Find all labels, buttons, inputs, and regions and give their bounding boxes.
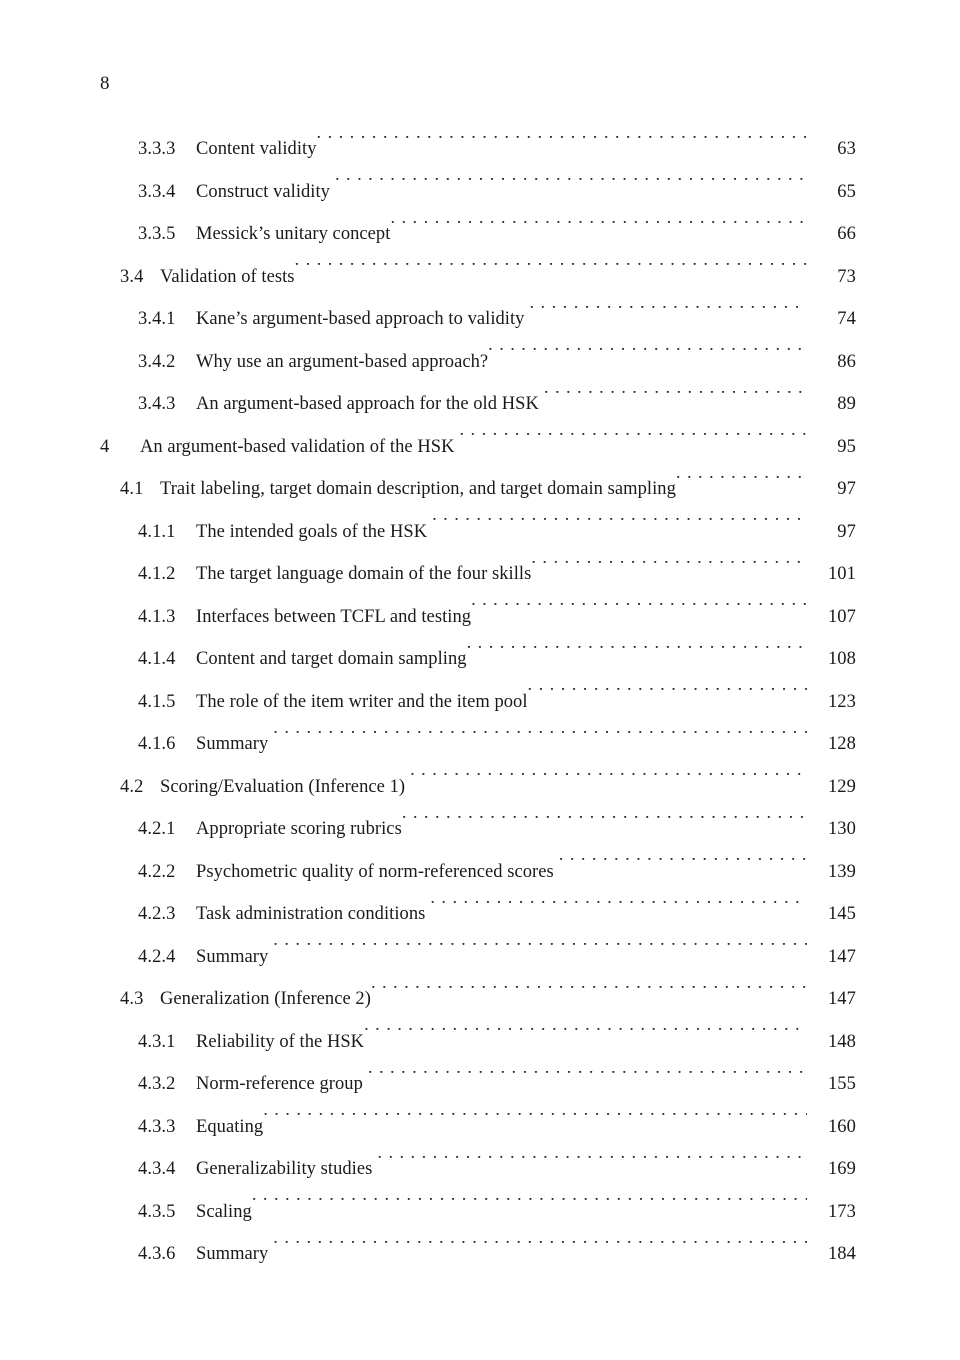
toc-entry-page-number: 128 <box>827 734 856 754</box>
toc-entry-page-number: 86 <box>837 351 856 372</box>
toc-entry-page-number: 66 <box>837 224 856 244</box>
toc-entry-page-number: 65 <box>837 181 856 202</box>
toc-entry-title: Scoring/Evaluation (Inference 1) <box>160 776 406 797</box>
toc-entry-number: 4.2.1 <box>138 819 176 839</box>
toc-entry-title: Generalizability studies <box>196 1159 373 1179</box>
toc-dot-leader <box>460 433 808 452</box>
toc-entry-number: 4 <box>100 436 110 457</box>
toc-entry-title: An argument-based approach for the old HSK <box>196 394 539 414</box>
toc-entry-title: The intended goals of the HSK <box>196 521 428 542</box>
toc-entry-title: Summary <box>196 946 269 967</box>
toc-entry-page-number: 129 <box>827 776 856 797</box>
toc-entry-number: 4.3.1 <box>138 1031 176 1052</box>
toc-dot-leader <box>273 731 807 750</box>
toc-entry-page-number: 73 <box>837 266 856 287</box>
toc-dot-leader <box>559 858 807 877</box>
toc-entry[interactable] <box>100 1063 856 1106</box>
toc-entry[interactable] <box>100 553 856 596</box>
toc-entry-page-number: 184 <box>827 1244 856 1264</box>
toc-entry-page-number: 145 <box>827 904 856 924</box>
toc-entry[interactable] <box>100 511 856 554</box>
toc-entry-title: Summary <box>196 734 269 754</box>
toc-entry-title: Interfaces between TCFL and testing <box>196 606 472 627</box>
toc-entry[interactable] <box>100 893 856 936</box>
toc-entry[interactable] <box>100 383 856 426</box>
toc-entry[interactable] <box>100 596 856 639</box>
toc-entry-number: 4.2 <box>120 776 144 797</box>
toc-entry-page-number: 160 <box>827 1116 856 1137</box>
toc-entry-page-number: 97 <box>837 479 856 499</box>
toc-entry-number: 4.1.5 <box>138 691 176 712</box>
toc-dot-leader <box>252 1198 807 1217</box>
toc-entry-page-number: 123 <box>827 691 856 712</box>
toc-dot-leader <box>531 561 807 580</box>
toc-entry[interactable] <box>100 681 856 724</box>
toc-dot-leader <box>430 901 807 920</box>
toc-entry-title: Trait labeling, target domain description, and target domain sampling <box>160 479 676 499</box>
toc-entry[interactable] <box>100 808 856 851</box>
toc-entry[interactable] <box>100 1148 856 1191</box>
toc-entry-number: 4.3 <box>120 989 144 1009</box>
page-folio-number: 8 <box>100 73 110 94</box>
toc-entry[interactable] <box>100 1233 856 1276</box>
toc-dot-leader <box>317 136 807 155</box>
toc-dot-leader <box>371 986 807 1005</box>
toc-dot-leader <box>676 476 807 495</box>
toc-entry-number: 3.4.1 <box>138 309 176 329</box>
table-of-contents <box>100 128 856 1276</box>
toc-dot-leader <box>368 1071 807 1090</box>
toc-dot-leader <box>410 773 807 792</box>
toc-dot-leader <box>273 943 807 962</box>
toc-entry-title: An argument-based validation of the HSK <box>140 436 455 457</box>
toc-dot-leader <box>488 348 807 367</box>
toc-entry-title: Psychometric quality of norm-referenced scores <box>196 861 554 882</box>
toc-entry-number: 4.3.4 <box>138 1159 176 1179</box>
toc-entry-number: 4.1.3 <box>138 606 176 627</box>
toc-entry[interactable] <box>100 426 856 469</box>
toc-entry-number: 3.3.5 <box>138 224 176 244</box>
toc-entry[interactable] <box>100 1191 856 1234</box>
toc-entry-title: Content validity <box>196 139 317 159</box>
toc-entry-page-number: 89 <box>837 394 856 414</box>
toc-entry[interactable] <box>100 638 856 681</box>
toc-entry-page-number: 147 <box>827 946 856 967</box>
toc-entry-title: Task administration conditions <box>196 904 426 924</box>
toc-entry[interactable] <box>100 341 856 384</box>
toc-entry-page-number: 108 <box>827 649 856 669</box>
toc-entry[interactable] <box>100 171 856 214</box>
toc-entry[interactable] <box>100 298 856 341</box>
toc-dot-leader <box>364 1028 807 1047</box>
toc-dot-leader <box>295 263 807 282</box>
toc-entry-title: Content and target domain sampling <box>196 649 467 669</box>
toc-entry-number: 4.2.2 <box>138 861 176 882</box>
toc-entry[interactable] <box>100 256 856 299</box>
toc-entry-title: Reliability of the HSK <box>196 1031 365 1052</box>
toc-entry-number: 4.1.1 <box>138 521 176 542</box>
toc-dot-leader <box>544 391 807 410</box>
toc-entry-page-number: 148 <box>827 1031 856 1052</box>
toc-dot-leader <box>273 1241 807 1260</box>
toc-entry-number: 4.1.2 <box>138 564 176 584</box>
toc-entry-number: 4.2.3 <box>138 904 176 924</box>
toc-entry-number: 3.4 <box>120 266 144 287</box>
toc-entry-title: Validation of tests <box>160 266 295 287</box>
toc-entry[interactable] <box>100 1106 856 1149</box>
toc-entry-title: Kane’s argument-based approach to validity <box>196 309 525 329</box>
toc-entry[interactable] <box>100 978 856 1021</box>
toc-entry-page-number: 173 <box>827 1201 856 1222</box>
toc-dot-leader <box>390 221 807 240</box>
toc-entry[interactable] <box>100 936 856 979</box>
toc-entry[interactable] <box>100 851 856 894</box>
toc-entry[interactable] <box>100 468 856 511</box>
toc-entry-page-number: 101 <box>827 564 856 584</box>
toc-dot-leader <box>530 306 808 325</box>
toc-entry-page-number: 155 <box>827 1074 856 1094</box>
toc-dot-leader <box>432 518 807 537</box>
toc-entry-number: 3.4.2 <box>138 351 176 372</box>
toc-entry[interactable] <box>100 1021 856 1064</box>
toc-entry-title: The role of the item writer and the item pool <box>196 691 528 712</box>
toc-dot-leader <box>335 178 807 197</box>
toc-dot-leader <box>467 646 807 665</box>
toc-entry-number: 4.3.6 <box>138 1244 176 1264</box>
toc-entry-page-number: 169 <box>827 1159 856 1179</box>
toc-entry-page-number: 97 <box>837 521 856 542</box>
toc-entry-title: Equating <box>196 1116 264 1137</box>
toc-entry-number: 4.1.4 <box>138 649 176 669</box>
toc-entry-number: 4.1.6 <box>138 734 176 754</box>
toc-entry-page-number: 63 <box>837 139 856 159</box>
toc-dot-leader <box>263 1113 807 1132</box>
toc-entry[interactable] <box>100 723 856 766</box>
toc-entry-title: Messick’s unitary concept <box>196 224 391 244</box>
toc-dot-leader <box>402 816 807 835</box>
toc-entry-title: Scaling <box>196 1201 252 1222</box>
toc-entry-number: 4.1 <box>120 479 144 499</box>
toc-entry-number: 4.3.2 <box>138 1074 176 1094</box>
toc-entry-title: Generalization (Inference 2) <box>160 989 371 1009</box>
toc-entry-number: 3.3.4 <box>138 181 176 202</box>
toc-entry-page-number: 147 <box>827 989 856 1009</box>
toc-entry-title: Appropriate scoring rubrics <box>196 819 402 839</box>
toc-dot-leader <box>471 603 807 622</box>
toc-entry-number: 4.2.4 <box>138 946 176 967</box>
toc-entry-title: Why use an argument-based approach? <box>196 351 489 372</box>
toc-entry-number: 4.3.3 <box>138 1116 176 1137</box>
toc-entry-page-number: 130 <box>827 819 856 839</box>
toc-entry-number: 3.3.3 <box>138 139 176 159</box>
toc-dot-leader <box>377 1156 807 1175</box>
toc-entry-title: Construct validity <box>196 181 330 202</box>
toc-entry-title: Norm-reference group <box>196 1074 363 1094</box>
toc-entry-page-number: 139 <box>827 861 856 882</box>
toc-entry-page-number: 95 <box>837 436 856 457</box>
toc-entry[interactable] <box>100 766 856 809</box>
toc-dot-leader <box>528 688 807 707</box>
toc-entry[interactable] <box>100 213 856 256</box>
toc-entry-page-number: 74 <box>837 309 856 329</box>
toc-entry-number: 4.3.5 <box>138 1201 176 1222</box>
toc-entry-number: 3.4.3 <box>138 394 176 414</box>
toc-entry-title: Summary <box>196 1244 269 1264</box>
toc-entry-title: The target language domain of the four skills <box>196 564 532 584</box>
toc-entry[interactable] <box>100 128 856 171</box>
toc-entry-page-number: 107 <box>827 606 856 627</box>
